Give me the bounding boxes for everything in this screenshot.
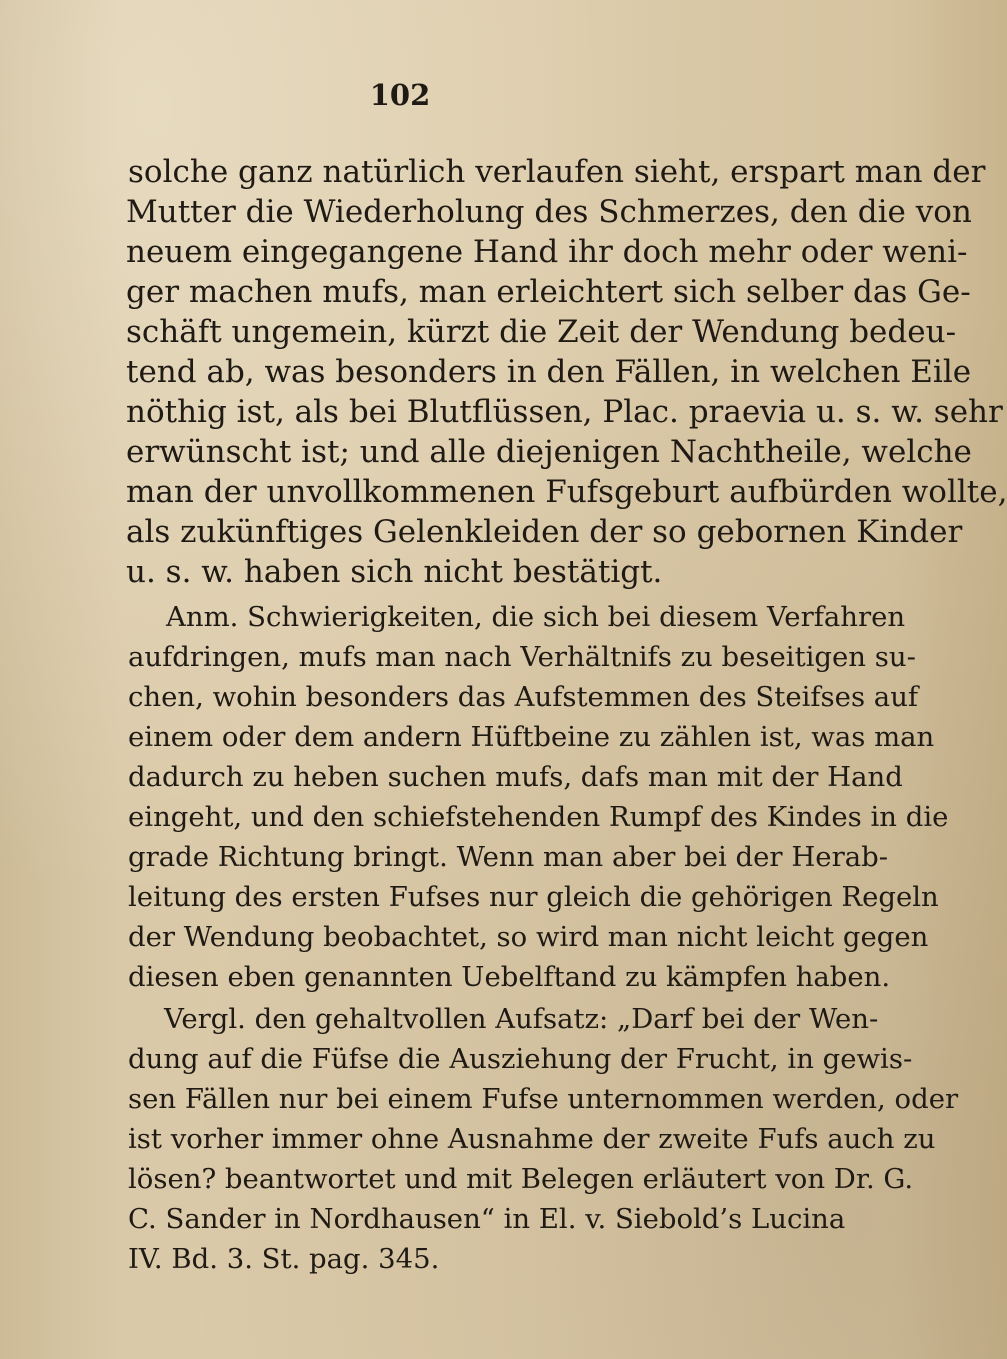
text-line: sen Fällen nur bei einem Fufse unternommen werden, oder — [128, 1083, 959, 1115]
text-line: grade Richtung bringt. Wenn man aber bei der Herab- — [128, 841, 889, 873]
text-line: Vergl. den gehaltvollen Aufsatz: „Darf bei der Wen- — [164, 1003, 879, 1035]
text-line: man der unvollkommenen Fufsgeburt aufbürden wollte, — [126, 474, 1007, 510]
text-line: IV. Bd. 3. St. pag. 345. — [128, 1243, 440, 1275]
text-line: schäft ungemein, kürzt die Zeit der Wendung bedeu- — [126, 314, 957, 350]
text-line: dadurch zu heben suchen mufs, dafs man mit der Hand — [128, 761, 903, 793]
text-line: solche ganz natürlich verlaufen sieht, erspart man der — [128, 154, 986, 190]
text-line: u. s. w. haben sich nicht bestätigt. — [126, 554, 663, 590]
text-line: ist vorher immer ohne Ausnahme der zweite Fufs auch zu — [128, 1123, 936, 1155]
text-line: einem oder dem andern Hüftbeine zu zählen ist, was man — [128, 721, 935, 753]
text-line: der Wendung beobachtet, so wird man nicht leicht gegen — [128, 921, 929, 953]
text-line: ger machen mufs, man erleichtert sich selber das Ge- — [126, 274, 971, 310]
text-line: erwünscht ist; und alle diejenigen Nachtheile, welche — [126, 434, 972, 470]
text-line: als zukünftiges Gelenkleiden der so gebornen Kinder — [126, 514, 963, 550]
text-line: nöthig ist, als bei Blutflüssen, Plac. praevia u. s. w. sehr — [126, 394, 1003, 430]
text-line: neuem eingegangene Hand ihr doch mehr oder weni- — [126, 234, 968, 270]
text-line: leitung des ersten Fufses nur gleich die gehörigen Regeln — [128, 881, 939, 913]
text-line: Anm. Schwierigkeiten, die sich bei diesem Verfahren — [166, 601, 906, 633]
text-line: lösen? beantwortet und mit Belegen erläutert von Dr. G. — [128, 1163, 914, 1195]
text-line: C. Sander in Nordhausen“ in El. v. Siebold’s Lucina — [128, 1203, 846, 1235]
text-line: tend ab, was besonders in den Fällen, in welchen Eile — [126, 354, 972, 390]
text-line: Mutter die Wiederholung des Schmerzes, den die von — [126, 194, 972, 230]
text-line: chen, wohin besonders das Aufstemmen des Steifses auf — [128, 681, 919, 713]
page-number: 102 — [369, 78, 431, 112]
text-line: eingeht, und den schiefstehenden Rumpf des Kindes in die — [128, 801, 949, 833]
text-line: dung auf die Füfse die Ausziehung der Frucht, in gewis- — [128, 1043, 913, 1075]
text-line: aufdringen, mufs man nach Verhältnifs zu beseitigen su- — [128, 641, 916, 673]
text-line: diesen eben genannten Uebelftand zu kämpfen haben. — [128, 961, 891, 993]
